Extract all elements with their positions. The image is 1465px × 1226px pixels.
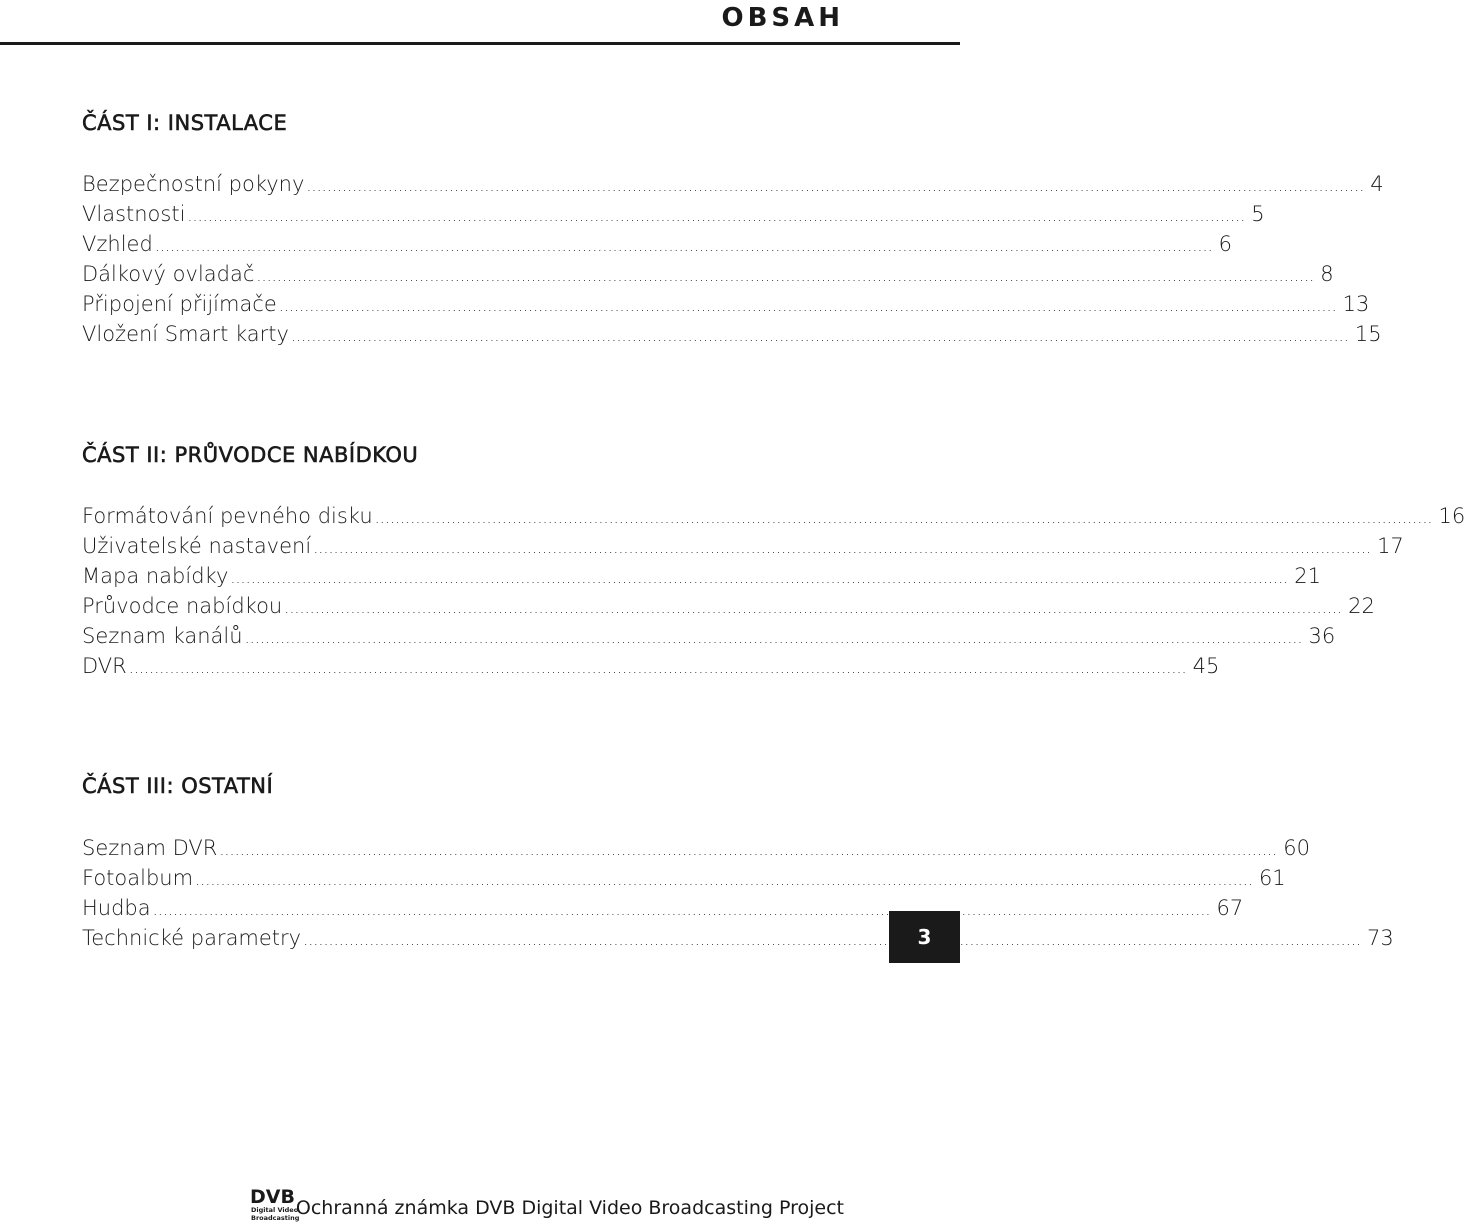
header-divider	[0, 42, 960, 45]
toc-list	[82, 501, 1465, 681]
toc-entry-label: Vložení Smart karty	[82, 322, 289, 346]
toc-entry[interactable]	[82, 259, 1334, 289]
toc-entry[interactable]	[82, 229, 1233, 259]
toc-entry-label: Formátování pevného disku	[82, 504, 373, 528]
dot-leader	[256, 261, 1314, 291]
toc-entry-label: Seznam kanálů	[82, 624, 243, 648]
dvb-logo-icon	[250, 1184, 300, 1222]
dot-leader	[245, 623, 1303, 653]
toc-entry[interactable]	[82, 169, 1384, 199]
toc-entry[interactable]	[82, 893, 1244, 923]
toc-entry-page: 17	[1377, 534, 1404, 558]
toc-entry-page: 73	[1366, 926, 1394, 950]
toc-entry-page: 13	[1342, 292, 1370, 316]
toc-entry-label: Fotoalbum	[82, 866, 194, 890]
toc-entry-label: Vzhled	[82, 232, 153, 256]
trademark-notice: Ochranná známka DVB Digital Video Broadcasting Project	[295, 1197, 844, 1219]
dvb-logo-text: DVB	[250, 1186, 295, 1208]
page-title: OBSAH	[721, 3, 844, 33]
toc-list	[82, 169, 1384, 349]
dot-leader	[187, 201, 1245, 231]
dot-leader	[129, 653, 1187, 683]
dot-leader	[230, 563, 1288, 593]
dot-leader	[375, 503, 1433, 533]
section-title: ČÁST III: OSTATNÍ	[82, 774, 274, 798]
toc-entry-page: 4	[1370, 172, 1384, 196]
toc-entry-page: 6	[1218, 232, 1233, 256]
toc-entry[interactable]	[82, 501, 1465, 531]
toc-section-2	[82, 441, 1465, 681]
toc-entry-page: 8	[1320, 262, 1334, 286]
toc-entry-page: 22	[1348, 594, 1375, 618]
toc-entry[interactable]	[82, 289, 1370, 319]
toc-entry[interactable]	[82, 561, 1321, 591]
toc-entry-label: Hudba	[82, 896, 151, 920]
toc-entry-page: 67	[1216, 896, 1244, 920]
dot-leader	[284, 593, 1342, 623]
dot-leader	[153, 895, 1211, 925]
dot-leader	[195, 865, 1253, 895]
toc-entry-label: Dálkový ovladač	[82, 262, 255, 286]
toc-entry-page: 16	[1438, 504, 1465, 528]
dot-leader	[313, 533, 1371, 563]
toc-entry[interactable]	[82, 651, 1220, 681]
toc-entry[interactable]	[82, 833, 1310, 863]
toc-entry[interactable]	[82, 531, 1404, 561]
page-number-tab	[889, 911, 960, 963]
toc-entry-page: 5	[1251, 202, 1265, 226]
toc-entry[interactable]	[82, 923, 1394, 953]
footer	[250, 1184, 844, 1222]
toc-section-1	[82, 109, 1384, 349]
section-title: ČÁST I: INSTALACE	[82, 111, 288, 135]
toc-entry[interactable]	[82, 591, 1375, 621]
toc-entry-label: Připojení přijímače	[82, 292, 277, 316]
toc-section-3	[82, 772, 1394, 953]
toc-entry-label: Uživatelské nastavení	[82, 534, 312, 558]
toc-entry-label: DVR	[82, 654, 127, 678]
toc-entry-label: Seznam DVR	[82, 836, 218, 860]
dot-leader	[303, 925, 1361, 955]
toc-entry-page: 61	[1258, 866, 1286, 890]
toc-entry-label: Mapa nabídky	[82, 564, 229, 588]
toc-entry-page: 45	[1192, 654, 1220, 678]
toc-entry-page: 21	[1294, 564, 1321, 588]
dvb-logo-subtext-1: Digital Video	[251, 1206, 299, 1214]
section-title: ČÁST II: PRŮVODCE NABÍDKOU	[82, 443, 419, 467]
toc-list	[82, 833, 1394, 953]
toc-entry-page: 15	[1354, 322, 1382, 346]
toc-entry[interactable]	[82, 319, 1382, 349]
toc-entry-label: Technické parametry	[82, 926, 302, 950]
toc-entry-label: Bezpečnostní pokyny	[82, 172, 305, 196]
dot-leader	[155, 231, 1213, 261]
toc-entry[interactable]	[82, 199, 1265, 229]
dot-leader	[279, 291, 1337, 321]
dot-leader	[306, 171, 1364, 201]
dot-leader	[291, 321, 1349, 351]
toc-entry-label: Vlastnosti	[82, 202, 186, 226]
toc-entry-page: 60	[1283, 836, 1310, 860]
toc-entry[interactable]	[82, 621, 1336, 651]
toc-entry-page: 36	[1308, 624, 1336, 648]
toc-entry[interactable]	[82, 863, 1286, 893]
dvb-logo-subtext-2: Broadcasting	[251, 1214, 300, 1222]
page-number: 3	[917, 925, 932, 949]
toc-entry-label: Průvodce nabídkou	[82, 594, 283, 618]
dot-leader	[219, 835, 1277, 865]
